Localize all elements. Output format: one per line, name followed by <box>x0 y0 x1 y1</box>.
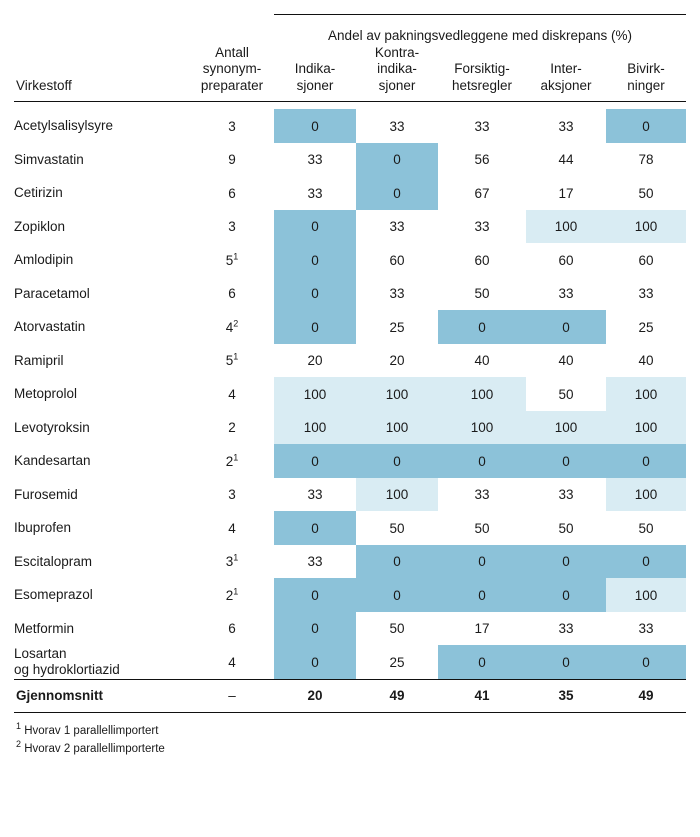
table-row <box>14 545 686 579</box>
table-row <box>14 511 686 545</box>
cell-substance: Amlodipin <box>14 252 74 268</box>
cell-discrepancy-value: 0 <box>274 511 356 545</box>
cell-discrepancy-value: 0 <box>356 578 438 612</box>
cell-discrepancy-value: 50 <box>638 185 654 201</box>
cell-discrepancy-value: 50 <box>474 520 490 536</box>
column-header-indications-line2: sjoner <box>296 77 334 93</box>
cell-discrepancy-value: 50 <box>389 520 405 536</box>
cell-synonym-count: $4^2$ <box>225 318 239 335</box>
table-row <box>14 143 686 177</box>
cell-discrepancy-value: 0 <box>274 444 356 478</box>
cell-substance: Zopiklon <box>14 218 66 234</box>
cell-discrepancy-value: 100 <box>606 411 686 445</box>
cell-discrepancy-value: 17 <box>558 185 574 201</box>
average-value: 41 <box>438 679 526 712</box>
average-row <box>14 679 686 712</box>
cell-discrepancy-value: 25 <box>389 654 405 670</box>
cell-synonym-count: 6 <box>228 185 236 201</box>
column-header-adverse-effects <box>606 45 686 102</box>
cell-discrepancy-value: 20 <box>307 353 323 369</box>
column-header-precautions-line2: hetsregler <box>451 77 513 93</box>
cell-discrepancy-value: 100 <box>438 411 526 445</box>
cell-synonym-count: 3 <box>228 487 236 503</box>
column-header-count <box>190 45 274 102</box>
cell-discrepancy-value: 0 <box>274 310 356 344</box>
cell-discrepancy-value: 25 <box>638 319 654 335</box>
cell-discrepancy-value: 60 <box>558 252 574 268</box>
column-header-contraindications-line2: indika- <box>377 61 417 77</box>
average-label: Gjennomsnitt <box>14 679 190 712</box>
column-header-count-line2: synonym- <box>202 61 262 77</box>
cell-substance: Levotyroksin <box>14 419 90 435</box>
average-value: 49 <box>356 679 438 712</box>
column-header-count-line3: preparater <box>200 77 264 93</box>
column-header-row <box>14 45 686 102</box>
cell-discrepancy-value: 0 <box>274 578 356 612</box>
cell-discrepancy-value: 100 <box>526 411 606 445</box>
cell-substance: Simvastatin <box>14 151 84 167</box>
cell-synonym-count: 4 <box>228 386 236 402</box>
cell-substance: Esomeprazol <box>14 587 93 603</box>
cell-discrepancy-value: 17 <box>474 621 490 637</box>
cell-discrepancy-value: 0 <box>274 277 356 311</box>
table-row <box>14 176 686 210</box>
cell-discrepancy-value: 33 <box>389 118 405 134</box>
cell-synonym-count: 2 <box>228 420 236 436</box>
footnote-marker: 2 <box>233 318 239 329</box>
cell-discrepancy-value: 40 <box>474 353 490 369</box>
footnote-text: Hvorav 2 parallellimporterte <box>21 742 165 755</box>
cell-discrepancy-value: 100 <box>356 377 438 411</box>
cell-discrepancy-value: 0 <box>526 645 606 679</box>
column-header-contraindications <box>356 45 438 102</box>
table-row <box>14 210 686 244</box>
cell-substance: Paracetamol <box>14 285 90 301</box>
cell-discrepancy-value: 20 <box>389 353 405 369</box>
table-row <box>14 612 686 646</box>
cell-discrepancy-value: 0 <box>438 444 526 478</box>
column-header-interactions-line1: Inter- <box>550 61 582 77</box>
table-row <box>14 478 686 512</box>
column-header-contraindications-line1: Kontra- <box>374 45 420 60</box>
cell-discrepancy-value: 33 <box>638 286 654 302</box>
cell-discrepancy-value: 100 <box>438 377 526 411</box>
cell-discrepancy-value: 33 <box>474 487 490 503</box>
cell-discrepancy-value: 0 <box>356 176 438 210</box>
cell-synonym-count: $3^1$ <box>225 552 239 570</box>
footnote-marker: 2 <box>16 738 22 749</box>
column-header-indications <box>274 45 356 102</box>
table-row <box>14 277 686 311</box>
cell-synonym-count: $2^1$ <box>225 586 239 603</box>
cell-substance: Metoprolol <box>14 386 78 402</box>
table-row <box>14 243 686 277</box>
cell-discrepancy-value: 25 <box>389 319 405 335</box>
average-value: 49 <box>606 679 686 712</box>
column-header-substance: Virkestoff <box>14 45 190 102</box>
cell-discrepancy-value: 0 <box>606 545 686 579</box>
cell-discrepancy-value: 0 <box>526 444 606 478</box>
cell-discrepancy-value: 100 <box>274 411 356 445</box>
cell-substance: Ibuprofen <box>14 520 72 536</box>
column-header-adverse-effects-line1: Bivirk- <box>627 61 665 77</box>
cell-substance: Ramipril <box>14 352 64 368</box>
cell-synonym-count: 3 <box>228 118 236 134</box>
cell-discrepancy-value: 0 <box>356 444 438 478</box>
footnote <box>16 723 686 741</box>
cell-discrepancy-value: 56 <box>474 152 490 168</box>
cell-discrepancy-value: 100 <box>606 478 686 512</box>
cell-discrepancy-value: 33 <box>558 487 574 503</box>
group-header-row <box>14 15 686 46</box>
cell-discrepancy-value: 50 <box>638 520 654 536</box>
column-header-precautions-line1: Forsiktig- <box>454 61 510 77</box>
cell-substance: Atorvastatin <box>14 319 86 335</box>
discrepancy-table <box>14 14 686 713</box>
average-count: – <box>190 679 274 712</box>
cell-synonym-count: 6 <box>228 286 236 302</box>
footnote-marker: 1 <box>233 452 239 463</box>
cell-discrepancy-value: 33 <box>389 219 405 235</box>
table-row <box>14 377 686 411</box>
cell-substance: Metformin <box>14 620 75 636</box>
group-header-blank-substance <box>14 15 190 46</box>
footnote-marker: 1 <box>233 586 239 597</box>
cell-discrepancy-value: 100 <box>274 377 356 411</box>
footnote-marker: 1 <box>233 251 239 262</box>
group-header-title: Andel av pakningsvedleggene med diskrepans (%) <box>274 15 686 46</box>
cell-synonym-count: 3 <box>228 219 236 235</box>
cell-discrepancy-value: 0 <box>438 310 526 344</box>
cell-discrepancy-value: 44 <box>558 152 574 168</box>
footnote-marker: 1 <box>233 351 239 362</box>
cell-discrepancy-value: 0 <box>606 444 686 478</box>
cell-discrepancy-value: 33 <box>307 185 323 201</box>
footnote-marker: 1 <box>233 552 239 563</box>
cell-discrepancy-value: 40 <box>558 353 574 369</box>
column-header-interactions-line2: aksjoner <box>540 77 592 93</box>
cell-discrepancy-value: 0 <box>356 545 438 579</box>
table-row <box>14 310 686 344</box>
cell-discrepancy-value: 33 <box>307 554 323 570</box>
table-row <box>14 578 686 612</box>
table-body <box>14 109 686 712</box>
cell-substance: Escitalopram <box>14 553 93 569</box>
cell-discrepancy-value: 0 <box>526 545 606 579</box>
table-row <box>14 645 686 679</box>
average-value: 35 <box>526 679 606 712</box>
cell-substance: Furosemid <box>14 486 78 502</box>
average-value: 20 <box>274 679 356 712</box>
cell-substance: Acetylsalisylsyre <box>14 118 114 134</box>
cell-discrepancy-value: 100 <box>606 377 686 411</box>
cell-discrepancy-value: 0 <box>356 143 438 177</box>
table-row <box>14 411 686 445</box>
cell-discrepancy-value: 60 <box>389 252 405 268</box>
cell-discrepancy-value: 60 <box>638 252 654 268</box>
cell-discrepancy-value: 0 <box>438 578 526 612</box>
footnote <box>16 738 686 759</box>
cell-discrepancy-value: 0 <box>274 612 356 646</box>
cell-discrepancy-value: 0 <box>274 109 356 143</box>
cell-discrepancy-value: 50 <box>389 621 405 637</box>
header-spacer-cell <box>14 102 686 110</box>
cell-discrepancy-value: 78 <box>638 152 654 168</box>
cell-synonym-count: 4 <box>228 520 236 536</box>
cell-discrepancy-value: 0 <box>438 545 526 579</box>
column-header-interactions <box>526 45 606 102</box>
cell-discrepancy-value: 50 <box>558 386 574 402</box>
substance-line1: Losartan <box>14 645 67 661</box>
cell-synonym-count: 4 <box>228 654 236 670</box>
footnotes <box>14 723 686 759</box>
cell-discrepancy-value: 0 <box>606 109 686 143</box>
cell-discrepancy-value: 33 <box>389 286 405 302</box>
cell-discrepancy-value: 67 <box>474 185 490 201</box>
cell-discrepancy-value: 0 <box>526 310 606 344</box>
cell-substance: Kandesartan <box>14 453 91 469</box>
cell-synonym-count: $2^1$ <box>225 452 239 469</box>
header-spacer <box>14 102 686 110</box>
column-header-count-line1: Antall <box>215 45 249 60</box>
cell-discrepancy-value: 33 <box>558 621 574 637</box>
cell-discrepancy-value: 33 <box>638 621 654 637</box>
column-header-precautions <box>438 45 526 102</box>
column-header-adverse-effects-line2: ninger <box>627 77 665 93</box>
cell-discrepancy-value: 100 <box>606 578 686 612</box>
cell-discrepancy-value: 0 <box>274 210 356 244</box>
cell-discrepancy-value: 0 <box>438 645 526 679</box>
cell-discrepancy-value: 33 <box>558 118 574 134</box>
group-header-blank-count <box>190 15 274 46</box>
footnote-text: Hvorav 1 parallellimportert <box>21 724 159 737</box>
column-header-contraindications-line3: sjoner <box>378 77 416 93</box>
cell-synonym-count: 6 <box>228 621 236 637</box>
table-row <box>14 444 686 478</box>
cell-discrepancy-value: 0 <box>526 578 606 612</box>
cell-synonym-count: 9 <box>228 152 236 168</box>
cell-discrepancy-value: 50 <box>474 286 490 302</box>
cell-discrepancy-value: 40 <box>638 353 654 369</box>
cell-discrepancy-value: 100 <box>526 210 606 244</box>
table-head <box>14 15 686 110</box>
cell-discrepancy-value: 33 <box>558 286 574 302</box>
cell-synonym-count: $5^1$ <box>225 351 239 369</box>
substance-line2: og hydroklortiazid <box>14 662 120 678</box>
cell-discrepancy-value: 33 <box>307 487 323 503</box>
column-header-indications-line1: Indika- <box>294 61 336 77</box>
table-row <box>14 344 686 378</box>
cell-substance: Cetirizin <box>14 185 63 201</box>
cell-discrepancy-value: 0 <box>274 243 356 277</box>
cell-discrepancy-value: 50 <box>558 520 574 536</box>
cell-discrepancy-value: 33 <box>307 152 323 168</box>
cell-discrepancy-value: 0 <box>274 645 356 679</box>
cell-discrepancy-value: 100 <box>356 478 438 512</box>
cell-discrepancy-value: 33 <box>474 219 490 235</box>
cell-discrepancy-value: 0 <box>606 645 686 679</box>
cell-discrepancy-value: 33 <box>474 118 490 134</box>
cell-substance <box>14 645 190 679</box>
table-row <box>14 109 686 143</box>
cell-discrepancy-value: 100 <box>606 210 686 244</box>
footnote-marker: 1 <box>16 721 22 732</box>
cell-synonym-count: $5^1$ <box>225 251 239 268</box>
cell-discrepancy-value: 100 <box>356 411 438 445</box>
cell-discrepancy-value: 60 <box>474 252 490 268</box>
